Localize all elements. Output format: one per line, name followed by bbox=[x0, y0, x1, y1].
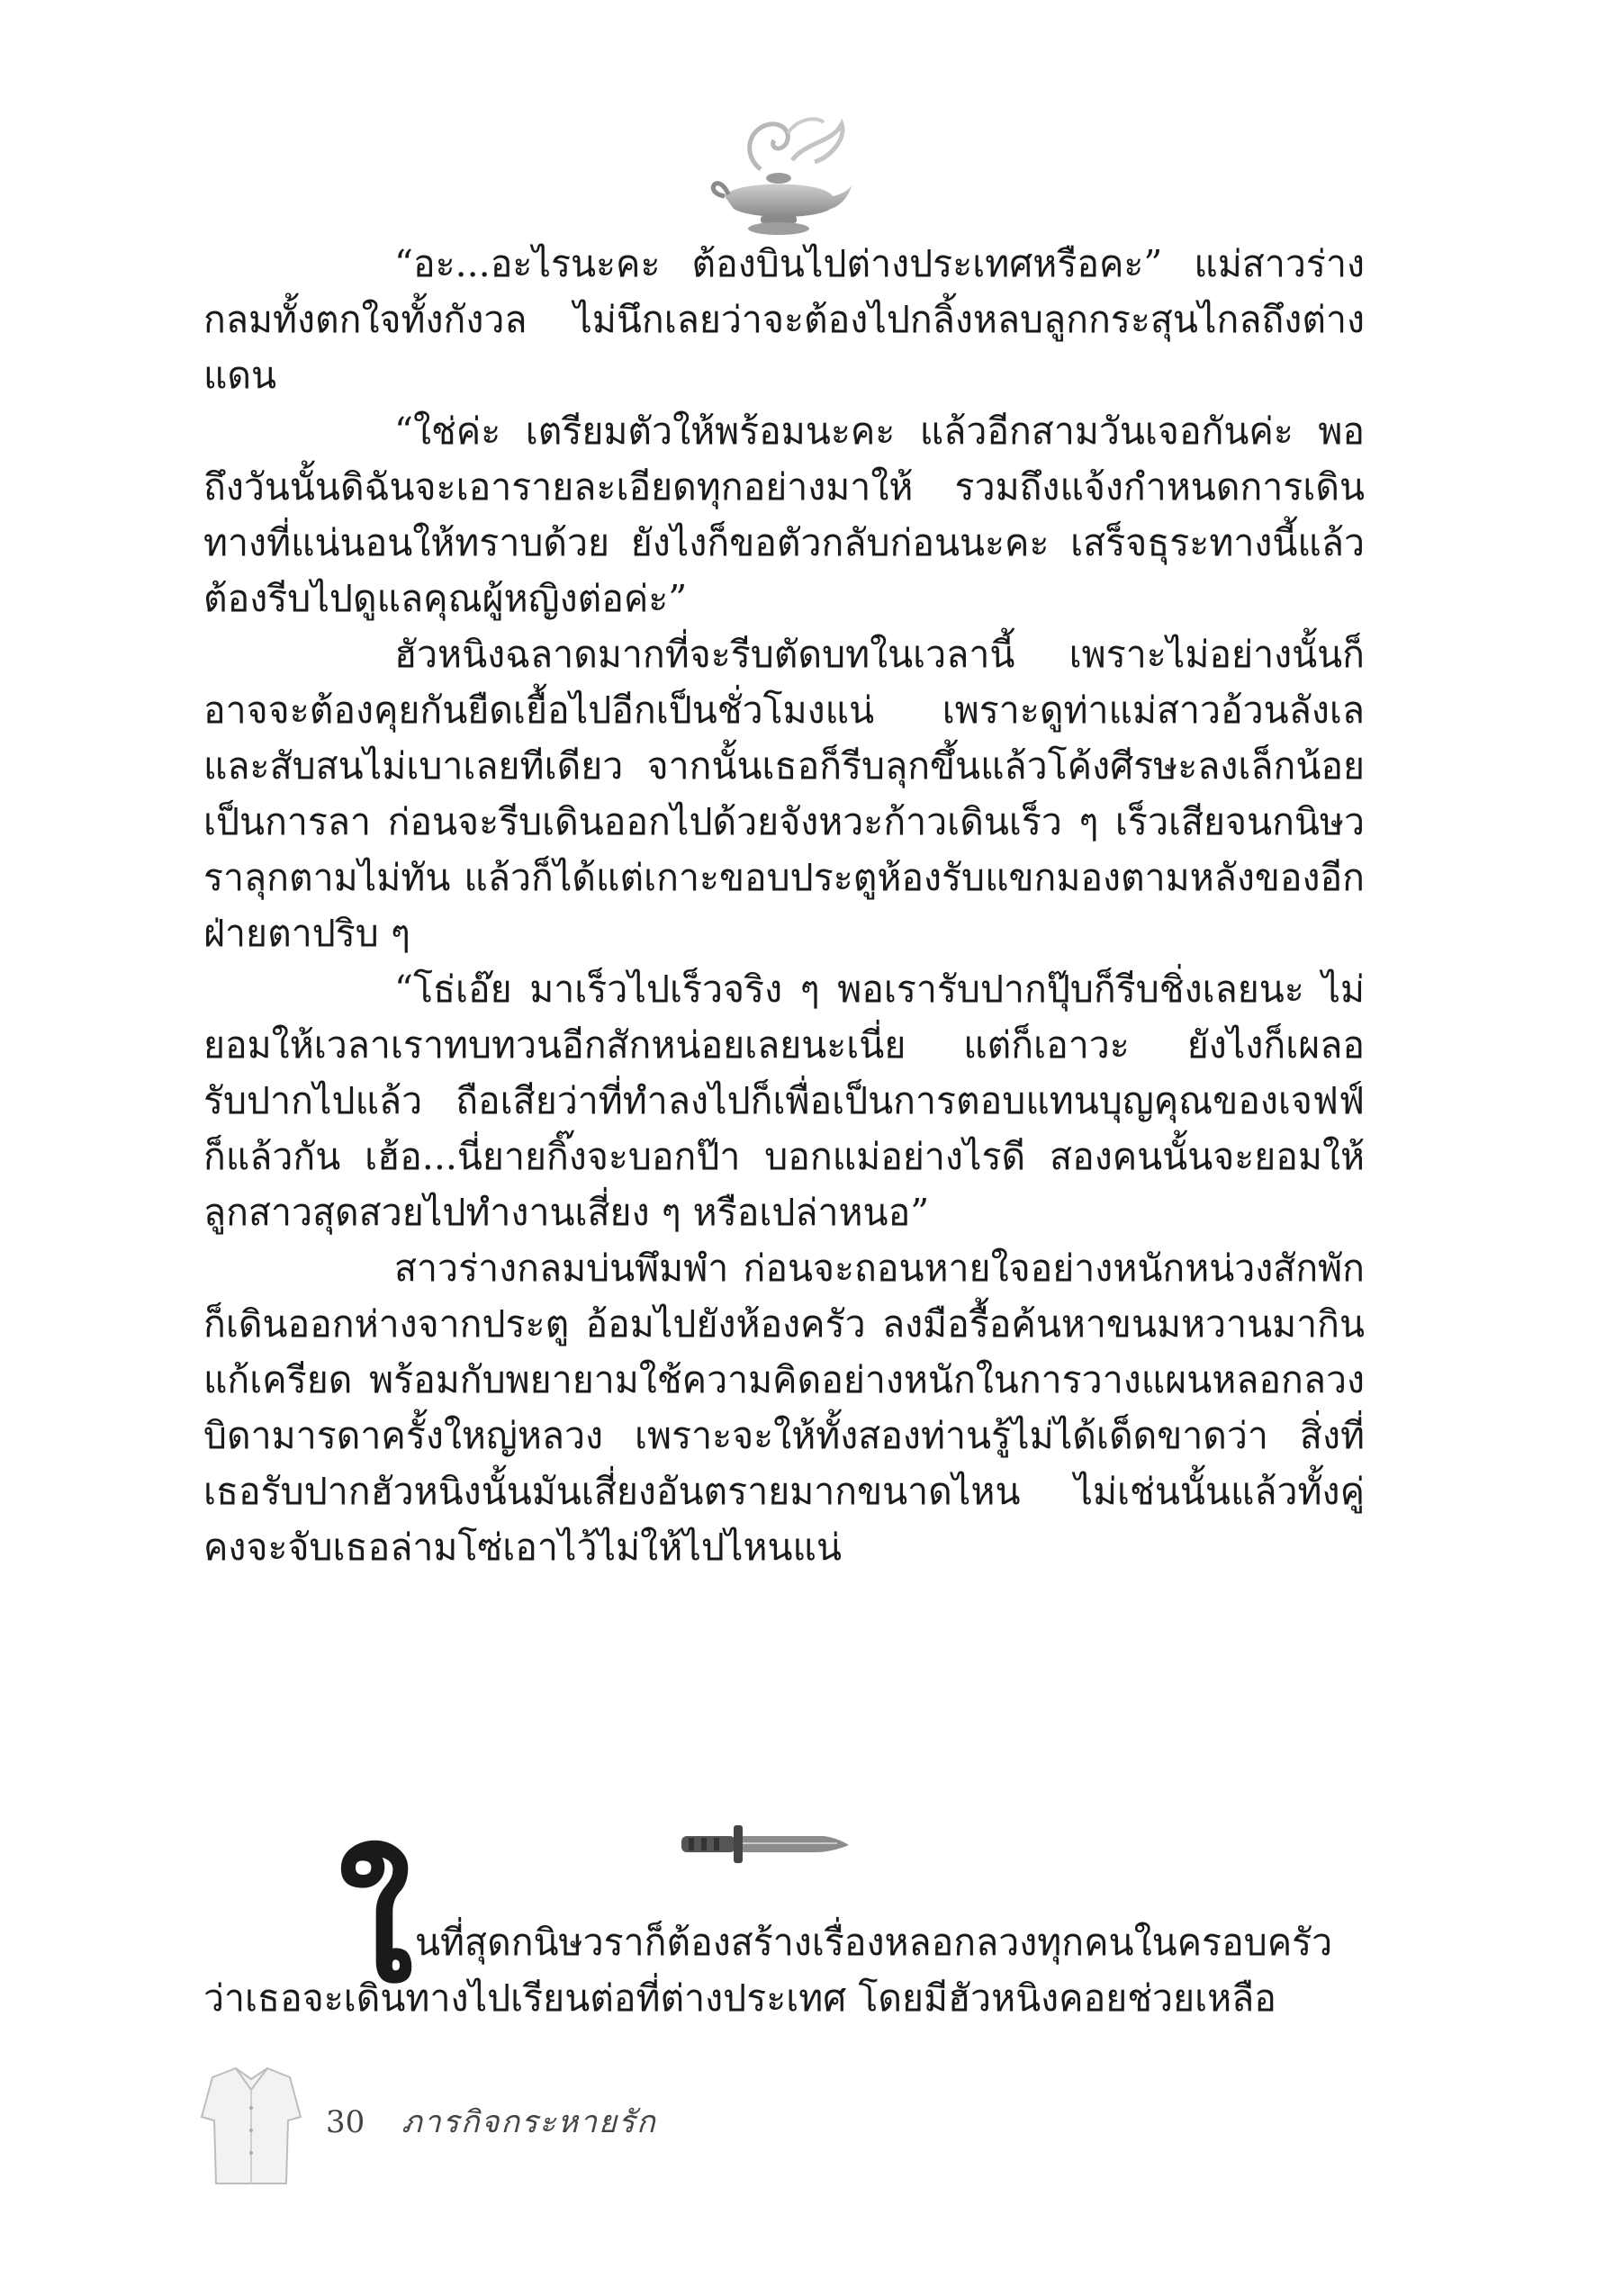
page-number: 30 bbox=[326, 2104, 365, 2140]
page-footer bbox=[326, 2097, 657, 2146]
drop-cap-letter: ใ bbox=[338, 1837, 414, 2017]
shirt-icon bbox=[200, 2063, 303, 2189]
paragraph-2: “ใช่ค่ะ เตรียมตัวให้พร้อมนะคะ แล้วอีกสามวันเจอกันค่ะ พอถึงวันนั้นดิฉันจะเอารายละเอียดทุกอย่างมาให้ รวมถึงแจ้งกำหนดการเดินทางที่แน่นอนให้ทราบด้วย ยังไงก็ขอตัวกลับก่อนนะคะ เสร็จธุระทางนี้แล้ว ต้องรีบไปดูแลคุณผู้หญิงต่อค่ะ” bbox=[203, 410, 1365, 620]
section-2-line-2: ว่าเธอจะเดินทางไปเรียนต่อที่ต่างประเทศ โดยมีฮัวหนิงคอยช่วยเหลือ bbox=[203, 1976, 1276, 2020]
genie-lamp-icon bbox=[707, 106, 855, 241]
section-2-text bbox=[203, 1914, 1365, 2026]
paragraph-5: สาวร่างกลมบ่นพึมพำ ก่อนจะถอนหายใจอย่างหนักหน่วงสักพักก็เดินออกห่างจากประตู อ้อมไปยังห้องครัว ลงมือรื้อค้นหาขนมหวานมากินแก้เครียด พร้อมกับพยายามใช้ความคิดอย่างหนักในการวางแผนหลอกลวงบิดามารดาครั้งใหญ่หลวง เพราะจะให้ทั้งสองท่านรู้ไม่ได้เด็ดขาดว่า สิ่งที่เธอรับปากฮัวหนิงนั้นมันเสี่ยงอันตรายมากขนาดไหน ไม่เช่นนั้นแล้วทั้งคู่คงจะจับเธอล่ามโซ่เอาไว้ไม่ให้ไปไหนแน่ bbox=[203, 1247, 1365, 1569]
paragraph-3: ฮัวหนิงฉลาดมากที่จะรีบตัดบทในเวลานี้ เพราะไม่อย่างนั้นก็อาจจะต้องคุยกันยืดเยื้อไปอีกเป็นชั่วโมงแน่ เพราะดูท่าแม่สาวอ้วนลังเลและสับสนไม่เบาเลยทีเดียว จากนั้นเธอก็รีบลุกขึ้นแล้วโค้งศีรษะลงเล็กน้อยเป็นการลา ก่อนจะรีบเดินออกไปด้วยจังหวะก้าวเดินเร็ว ๆ เร็วเสียจนกนิษวราลุกตามไม่ทัน แล้วก็ได้แต่เกาะขอบประตูห้องรับแขกมองตามหลังของอีกฝ่ายตาปริบ ๆ bbox=[203, 633, 1365, 955]
paragraph-1: “อะ...อะไรนะคะ ต้องบินไปต่างประเทศหรือคะ” แม่สาวร่างกลมทั้งตกใจทั้งกังวล ไม่นึกเลยว่าจะต้องไปกลิ้งหลบลูกกระสุนไกลถึงต่างแดน bbox=[203, 242, 1365, 397]
knife-icon bbox=[680, 1823, 851, 1865]
book-title: ภารกิจกระหายรัก bbox=[401, 2104, 657, 2140]
body-text bbox=[203, 236, 1365, 1575]
paragraph-4: “โธ่เอ๊ย มาเร็วไปเร็วจริง ๆ พอเรารับปากปุ๊บก็รีบชิ่งเลยนะ ไม่ยอมให้เวลาเราทบทวนอีกสักหน่อยเลยนะเนี่ย แต่ก็เอาวะ ยังไงก็เผลอรับปากไปแล้ว ถือเสียว่าที่ทำลงไปก็เพื่อเป็นการตอบแทนบุญคุณของเจฟฟ์ก็แล้วกัน เฮ้อ...นี่ยายกิ๊งจะบอกป๊า บอกแม่อย่างไรดี สองคนนั้นจะยอมให้ลูกสาวสุดสวยไปทำงานเสี่ยง ๆ หรือเปล่าหนอ” bbox=[203, 968, 1365, 1234]
section-2-line-1: นที่สุดกนิษวราก็ต้องสร้างเรื่องหลอกลวงทุกคนในครอบครัว bbox=[415, 1921, 1333, 1964]
